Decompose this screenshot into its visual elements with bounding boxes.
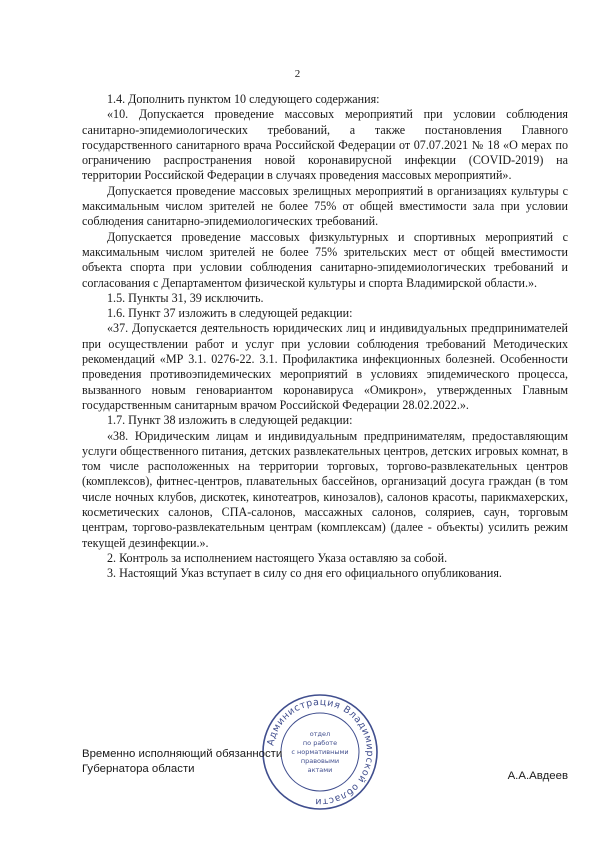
svg-text:по работе: по работе <box>302 739 338 747</box>
seal-outer-text: Администрация Владимирской области <box>265 696 376 808</box>
paragraph-3: 3. Настоящий Указ вступает в силу со дня его официального опубликования. <box>107 566 502 581</box>
signature-block <box>82 747 568 782</box>
paragraph-1-4: 1.4. Дополнить пунктом 10 следующего содержания: <box>107 92 380 106</box>
paragraph-item-38: «38. Юридическим лицам и индивидуальным предпринимателям, предоставляющим услуги общественного питания, детских развлекательных центров, детских игровых комнат, в том числе расположенных на территории торговых, торгово-развлекательных центров (комплексов), фитнес-центров, плавательных бассейнов, организаций досуга граждан (в том числе ночных клубов, дискотек, кинотеатров, кинозалов), салонов красоты, парикмахерских, косметических салонов, СПА-салонов, массажных салонов, соляриев, саун, торговым центрам, торгово-развлекательным центрам (комплексам) (далее - объекты) усилить режим текущей дезинфекции.». <box>82 428 568 550</box>
paragraph-item-10: «10. Допускается проведение массовых мероприятий при условии соблюдения санитарно-эпидемиологических требований, а также постановления Главного государственного санитарного врача Российской Федерации от 07.07.2021 № 18 «О мерах по ограничению распространения новой коронавирусной инфекции (COVID-2019) на территории Российской Федерации в случаях проведения массовых мероприятий». <box>82 107 568 183</box>
svg-text:правовыми: правовыми <box>300 757 340 765</box>
paragraph-2: 2. Контроль за исполнением настоящего Указа оставляю за собой. <box>107 550 448 565</box>
document-body <box>82 92 568 582</box>
paragraph-1-7: 1.7. Пункт 38 изложить в следующей редакции: <box>107 413 353 428</box>
paragraph-item-37: «37. Допускается деятельность юридических лиц и индивидуальных предпринимателей при осуществлении работ и услуг при условии соблюдения требований Методических рекомендаций «МР 3.1. 0276-22. 3.1. Профилактика инфекционных болезней. Особенности проведения противоэпидемических мероприятий в условиях эпидемического процесса, вызванного новым геновариантом коронавируса «Омикрон», утвержденных Главным государственным санитарным врачом Российской Федерации 28.02.2022.». <box>82 321 568 412</box>
page-number: 2 <box>294 68 301 80</box>
paragraph-1-5: 1.5. Пункты 31, 39 исключить. <box>107 290 264 305</box>
paragraph-1-6: 1.6. Пункт 37 изложить в следующей редакции: <box>107 306 353 321</box>
signer-position-line1: Временно исполняющий обязанности <box>82 748 283 760</box>
signer-position-line2: Губернатора области <box>82 763 195 775</box>
svg-text:отдел: отдел <box>309 730 331 738</box>
svg-text:с нормативными: с нормативными <box>291 748 349 756</box>
paragraph-culture-events: Допускается проведение массовых зрелищных мероприятий в организациях культуры с максимальным числом зрителей не более 75% от общей вместимости зала при условии соблюдения санитарно-эпидемиологических требований. <box>82 183 568 229</box>
paragraph-sport-events: Допускается проведение массовых физкультурных и спортивных мероприятий с максимальным числом зрителей не более 75% зрительских мест от общей вместимости объекта спорта при условии соблюдения санитарно-эпидемиологических требований и согласования с Департаментом физической культуры и спорта Владимирской области.». <box>82 229 568 290</box>
svg-text:актами: актами <box>307 766 333 774</box>
signer-name: А.А.Авдеев <box>507 770 568 782</box>
